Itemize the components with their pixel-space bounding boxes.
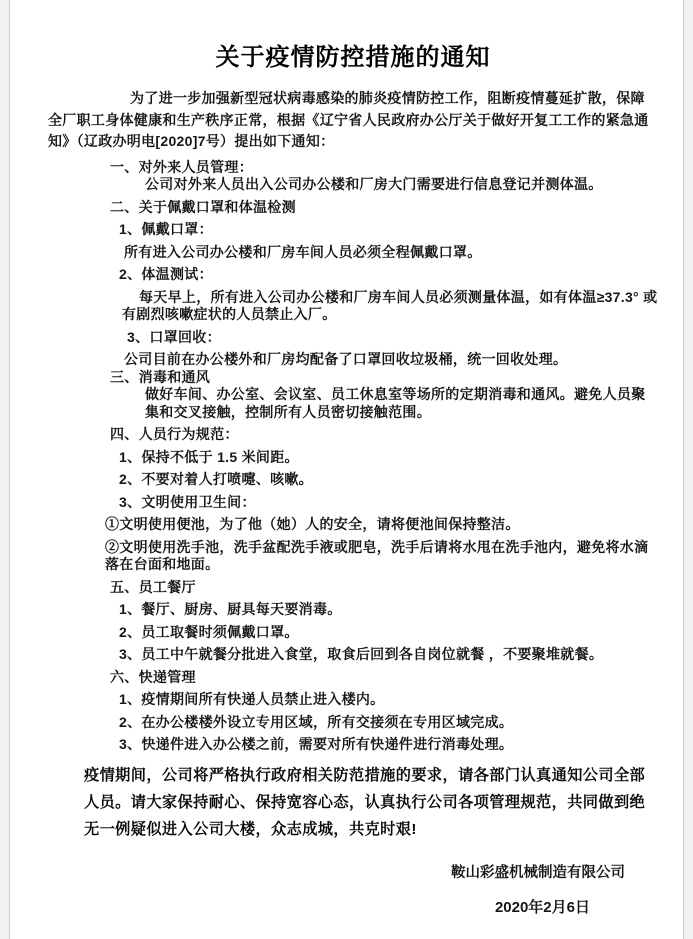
notice-intro-paragraph: 为了进一步加强新型冠状病毒感染的肺炎疫情防控工作，阻断疫情蔓延扩散，保障全厂职工身体健康和生产秩序正常，根据《辽宁省人民政府办公厅关于做好开复工工作的紧急通知》（辽政办明电[2020]7号）提出如下通知： [48,90,649,149]
numbered-item: 2、不要对着人打喷嚏、咳嗽。 [119,471,313,487]
notice-page [9,0,684,939]
numbered-item: 1、疫情期间所有快递人员禁止进入楼内。 [119,691,385,707]
numbered-item: 1、餐厅、厨房、厨具每天要消毒。 [119,601,342,617]
notice-body [48,88,658,754]
closing-statement: 疫情期间，公司将严格执行政府相关防范措施的要求，请各部门认真通知公司全部人员。请大家保持耐心、保持宽容心态，认真执行公司各项管理规范，共同做到绝无一例疑似进入公司大楼，众志成城，共克时艰! [84,766,646,838]
numbered-item: 3、文明使用卫生间： [119,493,256,510]
numbered-item: 3、口罩回收： [127,328,221,345]
numbered-item: 2、体温测试： [119,266,213,282]
section-heading: 四、人员行为规范： [110,426,239,442]
numbered-item: 3、快递件进入办公楼之前，需要对所有快递件进行消毒处理。 [119,736,514,752]
circled-sub-item: ②文明使用洗手池，洗手盆配洗手液或肥皂，洗手后请将水甩在洗手池内，避免将水滴落在台面和地面。 [105,538,649,572]
numbered-item: 3、员工中午就餐分批进入食堂，取食后回到各自岗位就餐 ，不要聚堆就餐。 [119,646,604,662]
numbered-item: 1、保持不低于 1.5 米间距。 [119,448,299,465]
section-body-paragraph: 公司对外来人员出入公司办公楼和厂房大门需要进行信息登记并测体温。 [145,176,603,192]
item-body-paragraph: 公司目前在办公楼外和厂房均配备了口罩回收垃圾桶，统一回收处理。 [124,351,568,367]
signature-company: 鞍山彩盛机械制造有限公司 [451,864,625,881]
numbered-item: 2、在办公楼楼外设立专用区域，所有交接须在专用区域完成。 [119,713,514,730]
numbered-item: 2、员工取餐时须佩戴口罩。 [119,623,299,640]
section-heading: 五、员工餐厅 [110,578,196,595]
item-body-paragraph: 所有进入公司办公楼和厂房车间人员必须全程佩戴口罩。 [124,243,482,260]
signature-date: 2020年2月6日 [494,899,590,916]
circled-sub-item: ①文明使用便池，为了他（她）人的安全，请将便池间保持整洁。 [105,516,520,532]
numbered-item: 1、佩戴口罩： [119,221,213,237]
section-heading: 二、关于佩戴口罩和体温检测 [110,198,296,215]
notice-content [10,42,683,917]
section-heading: 三、消毒和通风 [110,368,211,385]
section-body-paragraph: 做好车间、办公室、会议室、员工休息室等场所的定期消毒和通风。避免人员聚集和交叉接触，控制所有人员密切接触范围。 [145,386,646,420]
notice-title: 关于疫情防控措施的通知 [215,44,491,71]
section-heading: 六、快递管理 [110,668,196,685]
section-heading: 一、对外来人员管理： [110,158,253,175]
item-body-paragraph: 每天早上，所有进入公司办公楼和厂房车间人员必须测量体温，如有体温≥37.3° 或有剧烈咳嗽症状的人员禁止入厂。 [122,288,658,322]
